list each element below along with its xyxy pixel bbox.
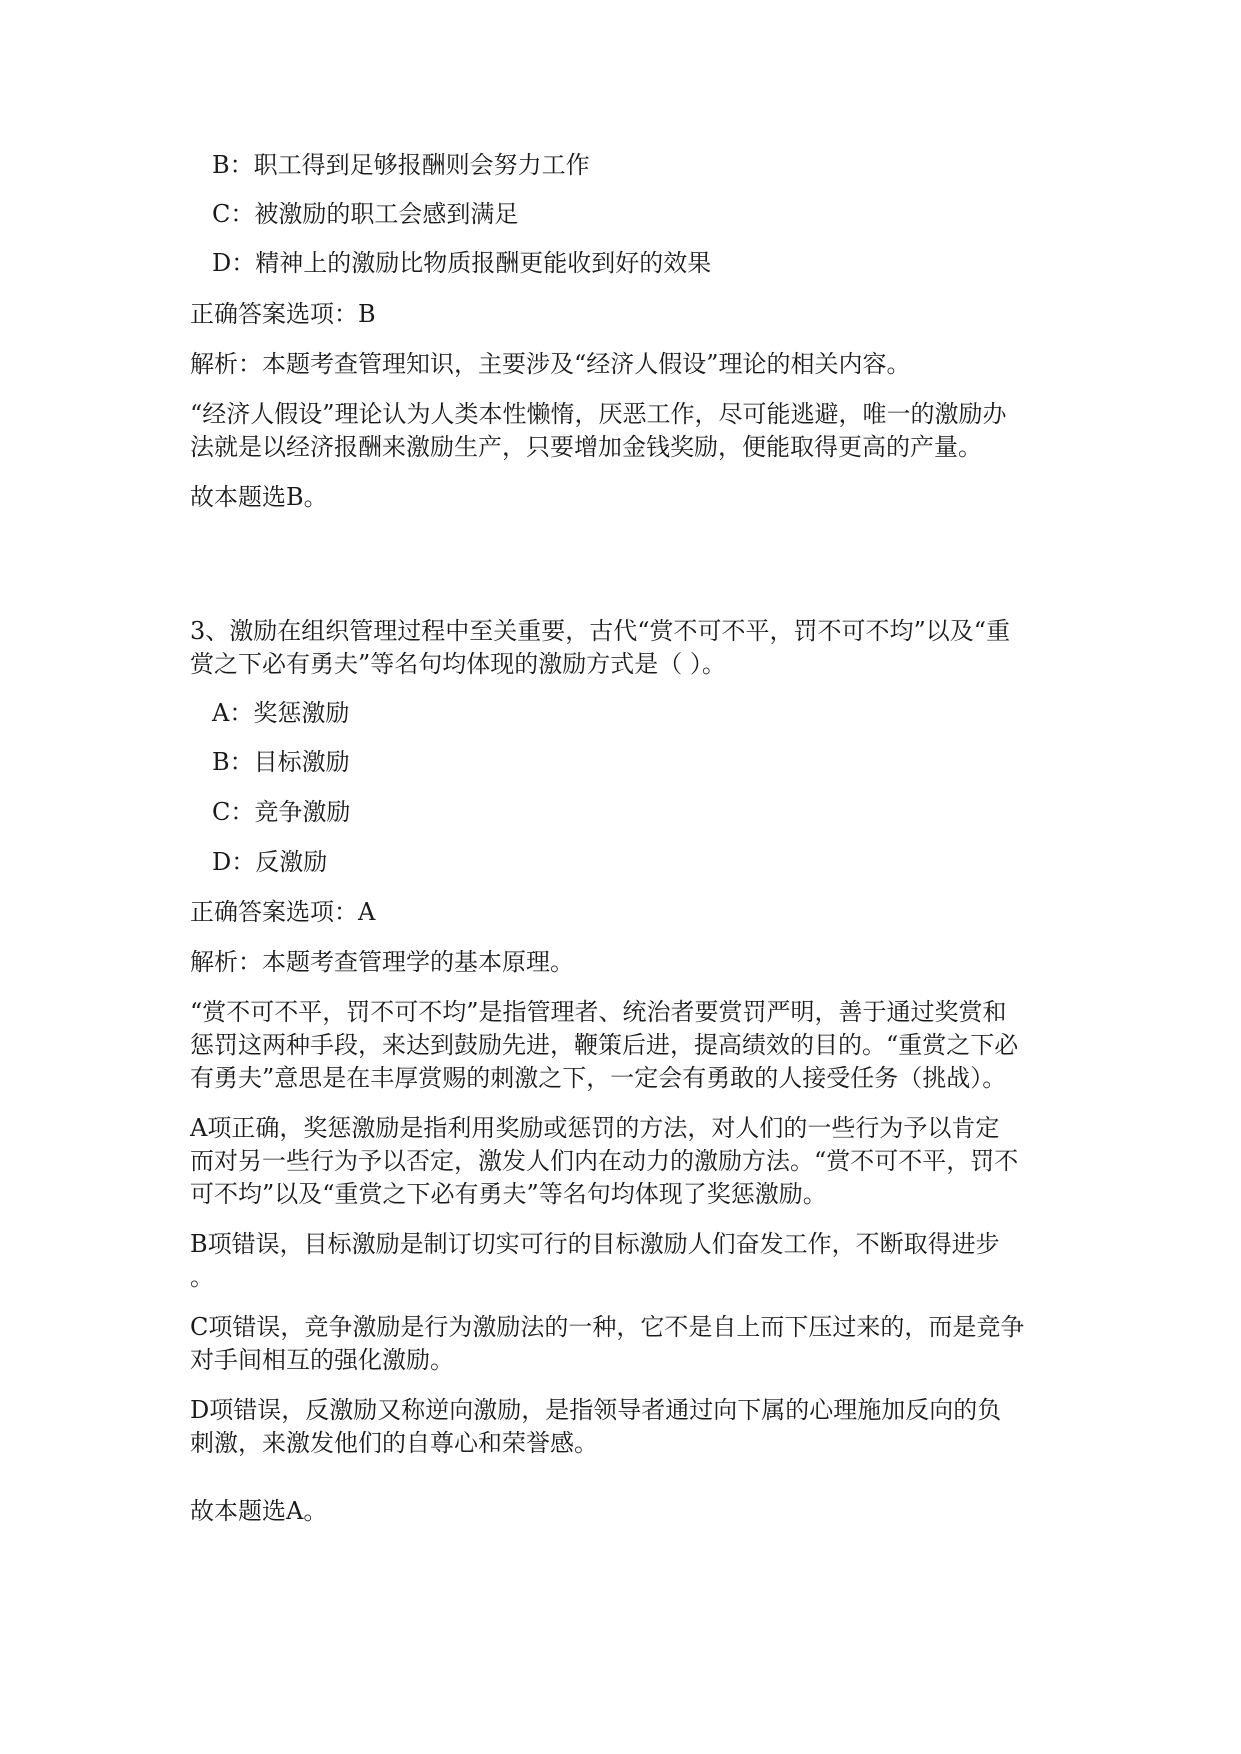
q3-para-4-line-1: C项错误，竞争激励是行为激励法的一种，它不是自上而下压过来的，而是竞争 [190,1313,1025,1341]
q3-option-a: A：奖惩激励 [212,699,350,727]
q3-option-b: B：目标激励 [212,748,350,776]
q3-conclusion: 故本题选A。 [190,1497,328,1525]
q3-analysis-title: 解析：本题考查管理学的基本原理。 [190,948,574,976]
q3-para-2-line-2: 而对另一些行为予以否定，激发人们内在动力的激励方法。“赏不可不平，罚不 [190,1147,1019,1175]
q3-question-line-1: 3、激励在组织管理过程中至关重要，古代“赏不可不平，罚不可不均”以及“重 [190,617,1011,645]
q2-analysis-title: 解析：本题考查管理知识，主要涉及“经济人假设”理论的相关内容。 [190,350,911,378]
q3-para-2-line-1: A项正确，奖惩激励是指利用奖励或惩罚的方法，对人们的一些行为予以肯定 [190,1114,1000,1142]
q3-para-3-line-1: B项错误，目标激励是制订切实可行的目标激励人们奋发工作，不断取得进步 [190,1230,1000,1258]
q3-para-2-line-3: 可不均”以及“重赏之下必有勇夫”等名句均体现了奖惩激励。 [190,1180,827,1208]
q2-analysis-line-1: “经济人假设”理论认为人类本性懒惰，厌恶工作，尽可能逃避，唯一的激励办 [190,400,1007,428]
q2-option-d: D：精神上的激励比物质报酬更能收到好的效果 [212,249,712,277]
q3-para-3-line-2: 。 [190,1263,214,1291]
q3-para-1-line-1: “赏不可不平，罚不可不均”是指管理者、统治者要赏罚严明，善于通过奖赏和 [190,998,1007,1026]
q3-para-5-line-1: D项错误，反激励又称逆向激励，是指领导者通过向下属的心理施加反向的负 [190,1396,1002,1424]
q3-para-1-line-2: 惩罚这两种手段，来达到鼓励先进，鞭策后进，提高绩效的目的。“重赏之下必 [190,1031,1019,1059]
q3-option-c: C：竞争激励 [212,798,351,826]
q3-answer: 正确答案选项：A [190,898,376,926]
q2-option-b: B：职工得到足够报酬则会努力工作 [212,151,590,179]
q2-analysis-line-2: 法就是以经济报酬来激励生产，只要增加金钱奖励，便能取得更高的产量。 [190,433,982,461]
q3-para-5-line-2: 刺激，来激发他们的自尊心和荣誉感。 [190,1429,598,1457]
q2-option-c: C：被激励的职工会感到满足 [212,200,519,228]
q3-question-line-2: 赏之下必有勇夫”等名句均体现的激励方式是（ ）。 [190,650,726,678]
q2-conclusion: 故本题选B。 [190,483,328,511]
q3-para-1-line-3: 有勇夫”意思是在丰厚赏赐的刺激之下，一定会有勇敢的人接受任务（挑战）。 [190,1064,1007,1092]
q3-para-4-line-2: 对手间相互的强化激励。 [190,1346,454,1374]
q2-answer: 正确答案选项：B [190,300,376,328]
q3-option-d: D：反激励 [212,848,328,876]
